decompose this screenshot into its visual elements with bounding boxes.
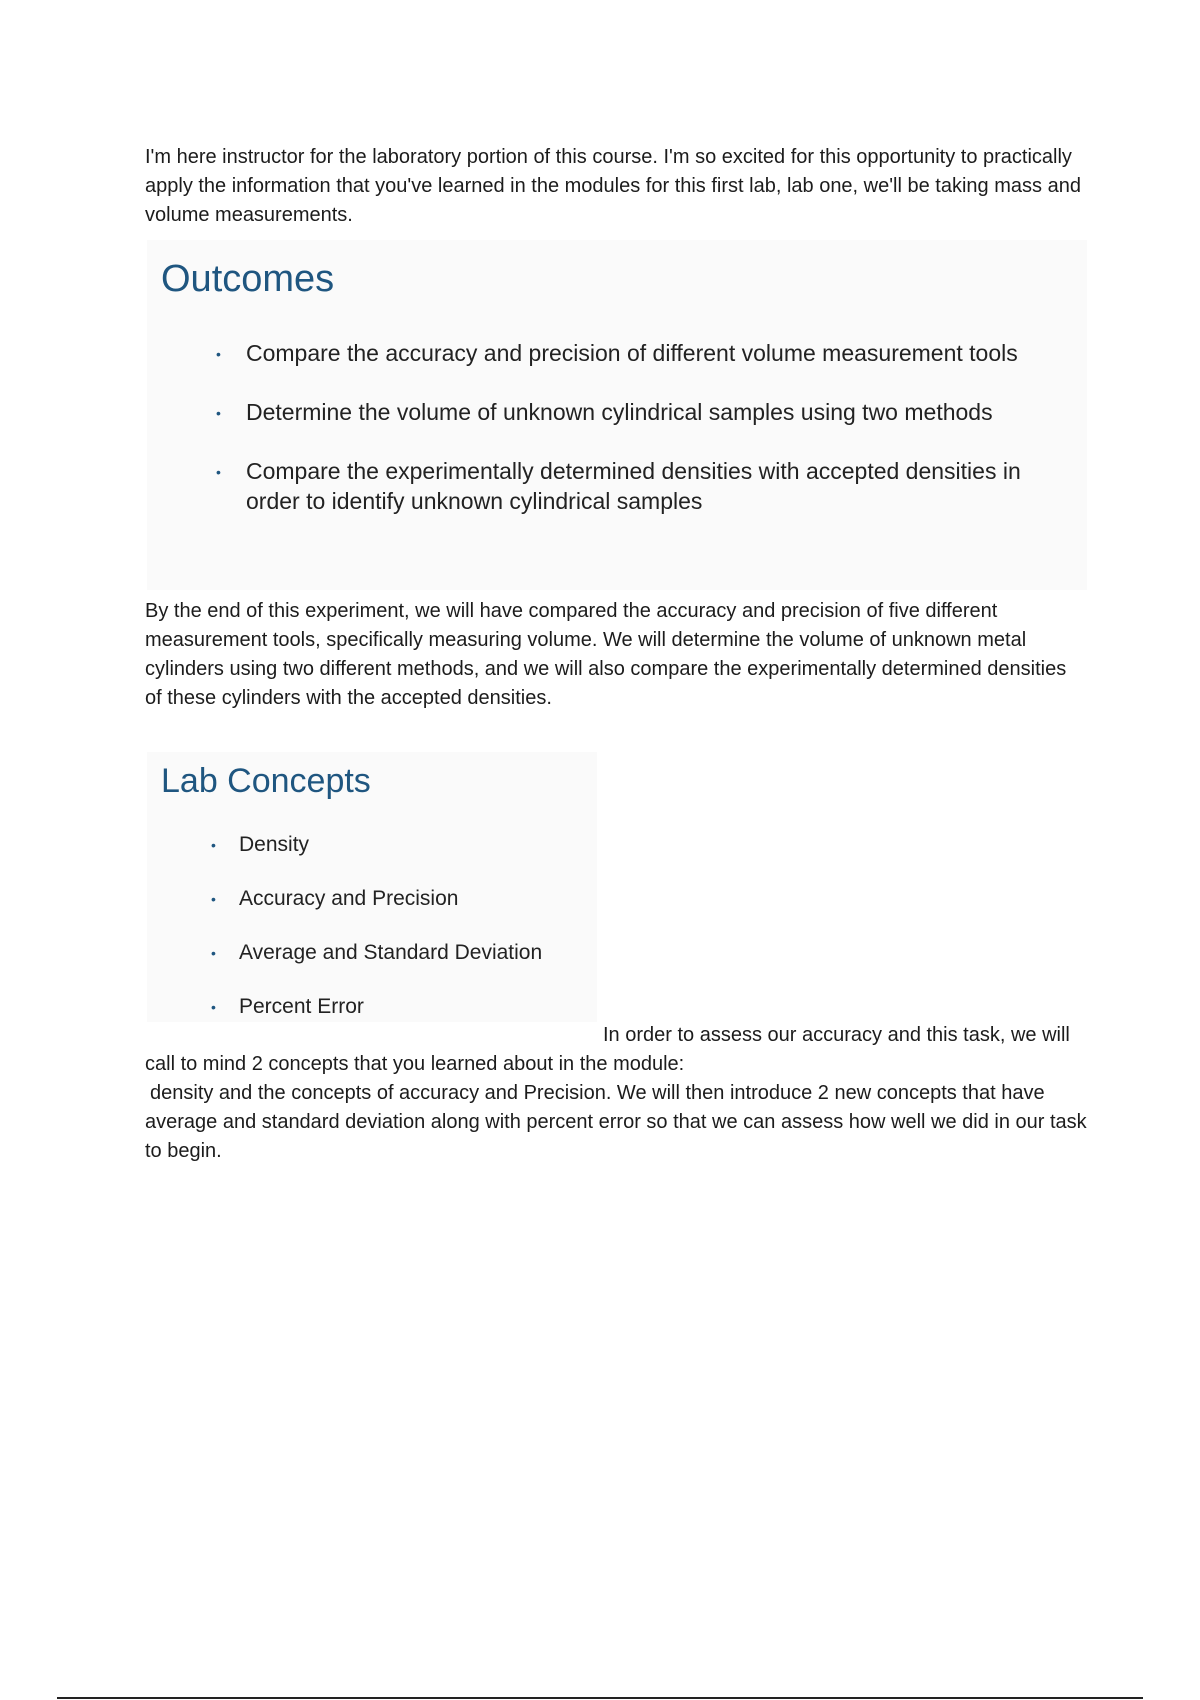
list-item [216, 397, 1076, 427]
concept-text: Accuracy and Precision [239, 887, 459, 910]
list-item [211, 940, 589, 966]
outcomes-title: Outcomes [161, 258, 335, 300]
lab-concepts-title: Lab Concepts [161, 762, 371, 800]
closing-paragraph-part1: In order to assess our accuracy and this task, we will call to mind 2 concepts that you learned about in the module: [145, 1024, 1070, 1075]
middle-paragraph: By the end of this experiment, we will have compared the accuracy and precision of five different measurement tools, specifically measuring volume. We will determine the volume of unknown metal cylinders using two different methods, and we will also compare the experimentally determined densities of these cylinders with the accepted densities. [145, 600, 1067, 709]
list-item [211, 994, 589, 1020]
bullet-icon: • [211, 945, 216, 961]
bullet-icon: • [216, 464, 221, 480]
bullet-icon: • [211, 891, 216, 907]
concept-text: Percent Error [239, 995, 364, 1018]
outcome-text: Determine the volume of unknown cylindrical samples using two methods [246, 399, 993, 425]
lab-concepts-slide [147, 752, 597, 1022]
page-bottom-rule [57, 1697, 1143, 1699]
bullet-icon: • [216, 346, 221, 362]
intro-paragraph: I'm here instructor for the laboratory portion of this course. I'm so excited for this opportunity to practically apply the information that you've learned in the modules for this first lab, lab one, we'll be taking mass and volume measurements. [145, 146, 1081, 226]
closing-paragraph [145, 1021, 1090, 1166]
bullet-icon: • [216, 405, 221, 421]
closing-paragraph-part2: density and the concepts of accuracy and Precision. We will then introduce 2 new concepts that have average and standard deviation along with percent error so that we can assess how well we did in our task to begin. [145, 1082, 1087, 1162]
outcomes-list [216, 338, 1076, 545]
bullet-icon: • [211, 837, 216, 853]
concept-text: Average and Standard Deviation [239, 941, 543, 964]
lab-concepts-list [211, 832, 589, 1048]
outcome-text: Compare the accuracy and precision of different volume measurement tools [246, 340, 1018, 366]
list-item [216, 338, 1076, 368]
list-item [211, 886, 589, 912]
bullet-icon: • [211, 999, 216, 1015]
outcomes-slide [147, 240, 1087, 590]
concept-text: Density [239, 833, 310, 856]
outcome-text: Compare the experimentally determined densities with accepted densities in order to identify unknown cylindrical samples [246, 458, 1021, 514]
list-item [216, 456, 1076, 516]
list-item [211, 832, 589, 858]
